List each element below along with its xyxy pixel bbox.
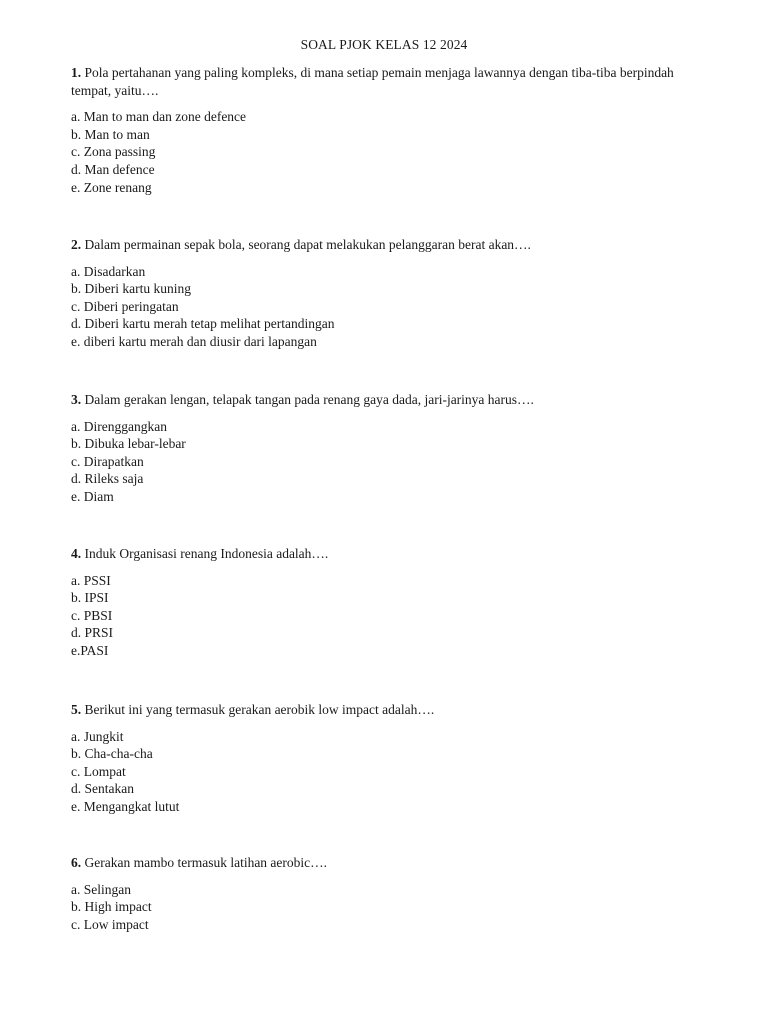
question-text: [71, 701, 701, 719]
option-c: c. Dirapatkan: [71, 453, 144, 469]
option-e: e. Zone renang: [71, 179, 152, 195]
question-body: Berikut ini yang termasuk gerakan aerobik low impact adalah….: [81, 702, 435, 717]
question-body: Pola pertahanan yang paling kompleks, di mana setiap pemain menjaga lawannya dengan tiba-tiba berpindah tempat, yaitu….: [71, 65, 674, 98]
option-c: c. Low impact: [71, 916, 149, 932]
question-1: [71, 64, 701, 196]
option-b: b. Cha-cha-cha: [71, 746, 153, 762]
option-list: [71, 572, 701, 660]
question-body: Gerakan mambo termasuk latihan aerobic….: [81, 855, 328, 870]
question-text: [71, 391, 701, 409]
option-list: [71, 418, 701, 506]
option-b: b. Diberi kartu kuning: [71, 281, 191, 297]
option-b: b. Man to man: [71, 126, 150, 142]
option-d: d. Rileks saja: [71, 471, 144, 487]
option-c: c. Lompat: [71, 763, 126, 779]
option-list: [71, 263, 701, 351]
question-number: 5.: [71, 702, 82, 717]
option-d: d. Man defence: [71, 161, 155, 177]
option-e: e. Mengangkat lutut: [71, 798, 180, 814]
option-e: e. Diam: [71, 488, 114, 504]
question-text: [71, 236, 701, 254]
option-d: d. Diberi kartu merah tetap melihat pertandingan: [71, 316, 335, 332]
option-a: a. Jungkit: [71, 728, 124, 744]
question-body: Induk Organisasi renang Indonesia adalah….: [81, 546, 329, 561]
option-b: b. High impact: [71, 899, 152, 915]
question-text: [71, 854, 701, 872]
question-number: 6.: [71, 855, 82, 870]
question-2: [71, 236, 701, 351]
option-e: e.PASI: [71, 642, 109, 658]
option-list: [71, 881, 701, 934]
option-a: a. Man to man dan zone defence: [71, 109, 247, 125]
option-c: c. Diberi peringatan: [71, 298, 179, 314]
question-3: [71, 391, 701, 506]
question-text: [71, 545, 701, 563]
option-b: b. Dibuka lebar-lebar: [71, 436, 186, 452]
option-a: a. PSSI: [71, 572, 111, 588]
question-number: 3.: [71, 392, 82, 407]
option-a: a. Disadarkan: [71, 263, 146, 279]
option-d: d. Sentakan: [71, 781, 134, 797]
question-body: Dalam gerakan lengan, telapak tangan pada renang gaya dada, jari-jarinya harus….: [81, 392, 534, 407]
option-d: d. PRSI: [71, 625, 114, 641]
question-5: [71, 701, 701, 816]
option-a: a. Direnggangkan: [71, 418, 167, 434]
option-c: c. Zona passing: [71, 144, 156, 160]
question-number: 4.: [71, 546, 82, 561]
option-list: [71, 728, 701, 816]
question-number: 1.: [71, 65, 82, 80]
question-body: Dalam permainan sepak bola, seorang dapat melakukan pelanggaran berat akan….: [81, 237, 531, 252]
question-4: [71, 545, 701, 660]
question-6: [71, 854, 701, 933]
document-title: SOAL PJOK KELAS 12 2024: [300, 37, 468, 52]
option-e: e. diberi kartu merah dan diusir dari lapangan: [71, 333, 317, 349]
option-a: a. Selingan: [71, 881, 131, 897]
question-number: 2.: [71, 237, 82, 252]
option-c: c. PBSI: [71, 607, 113, 623]
option-b: b. IPSI: [71, 590, 109, 606]
question-text: [71, 64, 701, 99]
option-list: [71, 108, 701, 196]
